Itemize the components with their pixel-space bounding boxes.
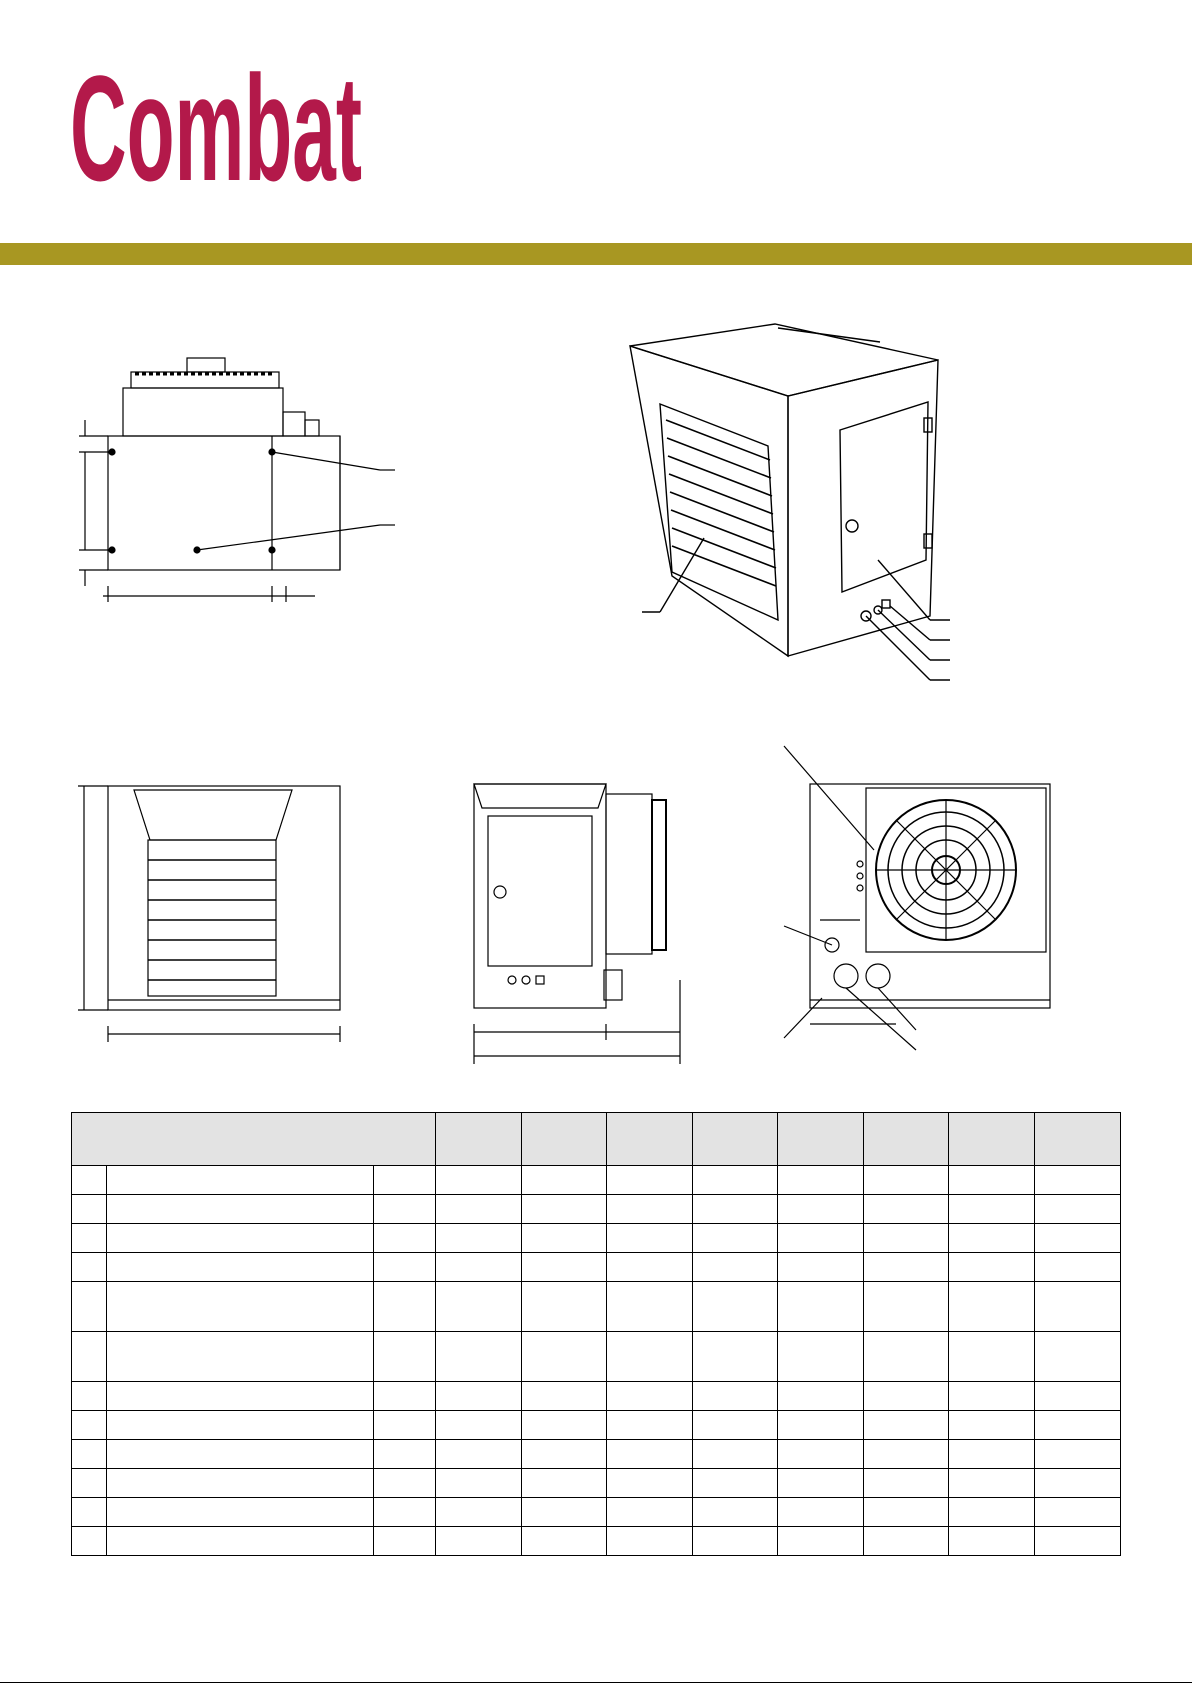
table-cell [607, 1411, 693, 1440]
table-cell [72, 1282, 107, 1332]
table-cell [107, 1411, 374, 1440]
table-cell [1035, 1166, 1121, 1195]
table-cell [607, 1253, 693, 1282]
table-cell [949, 1469, 1035, 1498]
table-cell [1035, 1195, 1121, 1224]
header-band [0, 243, 1192, 265]
table-cell [607, 1440, 693, 1469]
table-cell [522, 1411, 607, 1440]
table-cell [72, 1195, 107, 1224]
table-cell [436, 1282, 522, 1332]
table-cell [693, 1282, 778, 1332]
table-cell [949, 1332, 1035, 1382]
table-cell [374, 1195, 436, 1224]
table-row [72, 1253, 1121, 1282]
table-cell [949, 1224, 1035, 1253]
table-cell [436, 1469, 522, 1498]
table-cell [778, 1166, 864, 1195]
table-cell [107, 1527, 374, 1556]
table-row [72, 1527, 1121, 1556]
table-cell [778, 1411, 864, 1440]
table-row [72, 1282, 1121, 1332]
table-cell [864, 1382, 949, 1411]
table-cell [864, 1411, 949, 1440]
table-cell [374, 1469, 436, 1498]
table-cell [436, 1166, 522, 1195]
table-row [72, 1498, 1121, 1527]
table-cell [436, 1411, 522, 1440]
table-cell [1035, 1224, 1121, 1253]
table-cell [949, 1166, 1035, 1195]
table-cell [436, 1527, 522, 1556]
table-cell [436, 1332, 522, 1382]
table-cell [949, 1253, 1035, 1282]
table-cell [436, 1253, 522, 1282]
front-view-drawing [74, 776, 354, 1046]
table-cell [107, 1282, 374, 1332]
table-cell [374, 1253, 436, 1282]
table-cell [1035, 1282, 1121, 1332]
table-cell [693, 1469, 778, 1498]
table-cell [436, 1224, 522, 1253]
table-cell [607, 1332, 693, 1382]
header-cell-model [522, 1113, 607, 1166]
table-cell [1035, 1527, 1121, 1556]
table-cell [607, 1224, 693, 1253]
table-cell [778, 1224, 864, 1253]
table-cell [607, 1195, 693, 1224]
table-cell [522, 1195, 607, 1224]
table-cell [778, 1469, 864, 1498]
table-cell [522, 1527, 607, 1556]
table-cell [607, 1527, 693, 1556]
header-cell-model [864, 1113, 949, 1166]
table-cell [72, 1440, 107, 1469]
table-cell [1035, 1332, 1121, 1382]
table-cell [522, 1440, 607, 1469]
table-cell [693, 1332, 778, 1382]
table-cell [72, 1253, 107, 1282]
table-cell [72, 1166, 107, 1195]
table-cell [1035, 1382, 1121, 1411]
footer-rule [0, 1682, 1192, 1683]
table-cell [522, 1332, 607, 1382]
table-cell [693, 1411, 778, 1440]
table-cell [778, 1527, 864, 1556]
table-cell [1035, 1440, 1121, 1469]
table-cell [374, 1527, 436, 1556]
table-cell [949, 1282, 1035, 1332]
header-cell-description [72, 1113, 436, 1166]
table-cell [107, 1440, 374, 1469]
logo-text: Combat [70, 44, 362, 212]
table-cell [949, 1440, 1035, 1469]
table-cell [1035, 1498, 1121, 1527]
table-cell [107, 1498, 374, 1527]
table-cell [72, 1498, 107, 1527]
table-row [72, 1166, 1121, 1195]
table-cell [864, 1166, 949, 1195]
table-cell [107, 1469, 374, 1498]
header-cell-model [693, 1113, 778, 1166]
table-cell [693, 1224, 778, 1253]
table-cell [607, 1469, 693, 1498]
table-cell [949, 1498, 1035, 1527]
table-cell [374, 1440, 436, 1469]
table-cell [693, 1166, 778, 1195]
table-cell [107, 1166, 374, 1195]
table-cell [522, 1253, 607, 1282]
table-cell [72, 1411, 107, 1440]
side-view-drawing [470, 780, 690, 1070]
header-cell-model [607, 1113, 693, 1166]
table-cell [693, 1195, 778, 1224]
table-cell [864, 1469, 949, 1498]
table-cell [522, 1282, 607, 1332]
table-cell [72, 1469, 107, 1498]
combat-logo [70, 44, 370, 212]
table-cell [1035, 1469, 1121, 1498]
table-row [72, 1411, 1121, 1440]
table-cell [522, 1469, 607, 1498]
table-cell [864, 1224, 949, 1253]
table-cell [949, 1411, 1035, 1440]
table-cell [693, 1440, 778, 1469]
table-cell [107, 1253, 374, 1282]
header-cell-model [778, 1113, 864, 1166]
header-cell-model [949, 1113, 1035, 1166]
table-cell [522, 1224, 607, 1253]
isometric-view-drawing [630, 320, 960, 690]
table-row [72, 1195, 1121, 1224]
table-cell [374, 1332, 436, 1382]
table-cell [436, 1440, 522, 1469]
table-cell [107, 1382, 374, 1411]
table-cell [778, 1253, 864, 1282]
table-cell [693, 1498, 778, 1527]
table-row [72, 1440, 1121, 1469]
table-cell [374, 1411, 436, 1440]
table-cell [864, 1253, 949, 1282]
table-cell [107, 1224, 374, 1253]
table-cell [607, 1166, 693, 1195]
table-cell [949, 1382, 1035, 1411]
table-cell [607, 1382, 693, 1411]
table-cell [374, 1282, 436, 1332]
table-cell [522, 1382, 607, 1411]
table-cell [778, 1440, 864, 1469]
table-cell [864, 1195, 949, 1224]
header-cell-model [436, 1113, 522, 1166]
table-row [72, 1224, 1121, 1253]
table-cell [72, 1382, 107, 1411]
table-cell [864, 1282, 949, 1332]
table-cell [949, 1195, 1035, 1224]
table-cell [864, 1527, 949, 1556]
top-view-drawing [75, 350, 395, 610]
table-cell [107, 1195, 374, 1224]
specification-table [71, 1112, 1121, 1556]
table-row [72, 1332, 1121, 1382]
table-cell [374, 1166, 436, 1195]
table-cell [607, 1498, 693, 1527]
rear-view-drawing [770, 740, 1070, 1050]
table-cell [436, 1382, 522, 1411]
table-header-row [72, 1113, 1121, 1166]
table-cell [374, 1498, 436, 1527]
table-cell [778, 1195, 864, 1224]
table-cell [72, 1332, 107, 1382]
table-cell [436, 1498, 522, 1527]
table-cell [693, 1253, 778, 1282]
table-cell [778, 1332, 864, 1382]
table-cell [1035, 1411, 1121, 1440]
table-row [72, 1382, 1121, 1411]
table-cell [72, 1527, 107, 1556]
table-cell [607, 1282, 693, 1332]
table-cell [436, 1195, 522, 1224]
table-cell [522, 1498, 607, 1527]
table-cell [778, 1382, 864, 1411]
table-cell [864, 1332, 949, 1382]
table-cell [374, 1224, 436, 1253]
table-cell [1035, 1253, 1121, 1282]
table-cell [522, 1166, 607, 1195]
table-cell [72, 1224, 107, 1253]
table-cell [693, 1527, 778, 1556]
table-cell [778, 1498, 864, 1527]
table-cell [949, 1527, 1035, 1556]
table-row [72, 1469, 1121, 1498]
table-cell [778, 1282, 864, 1332]
table-cell [864, 1498, 949, 1527]
table-cell [374, 1382, 436, 1411]
table-cell [107, 1332, 374, 1382]
table-cell [864, 1440, 949, 1469]
table-cell [693, 1382, 778, 1411]
header-cell-model [1035, 1113, 1121, 1166]
